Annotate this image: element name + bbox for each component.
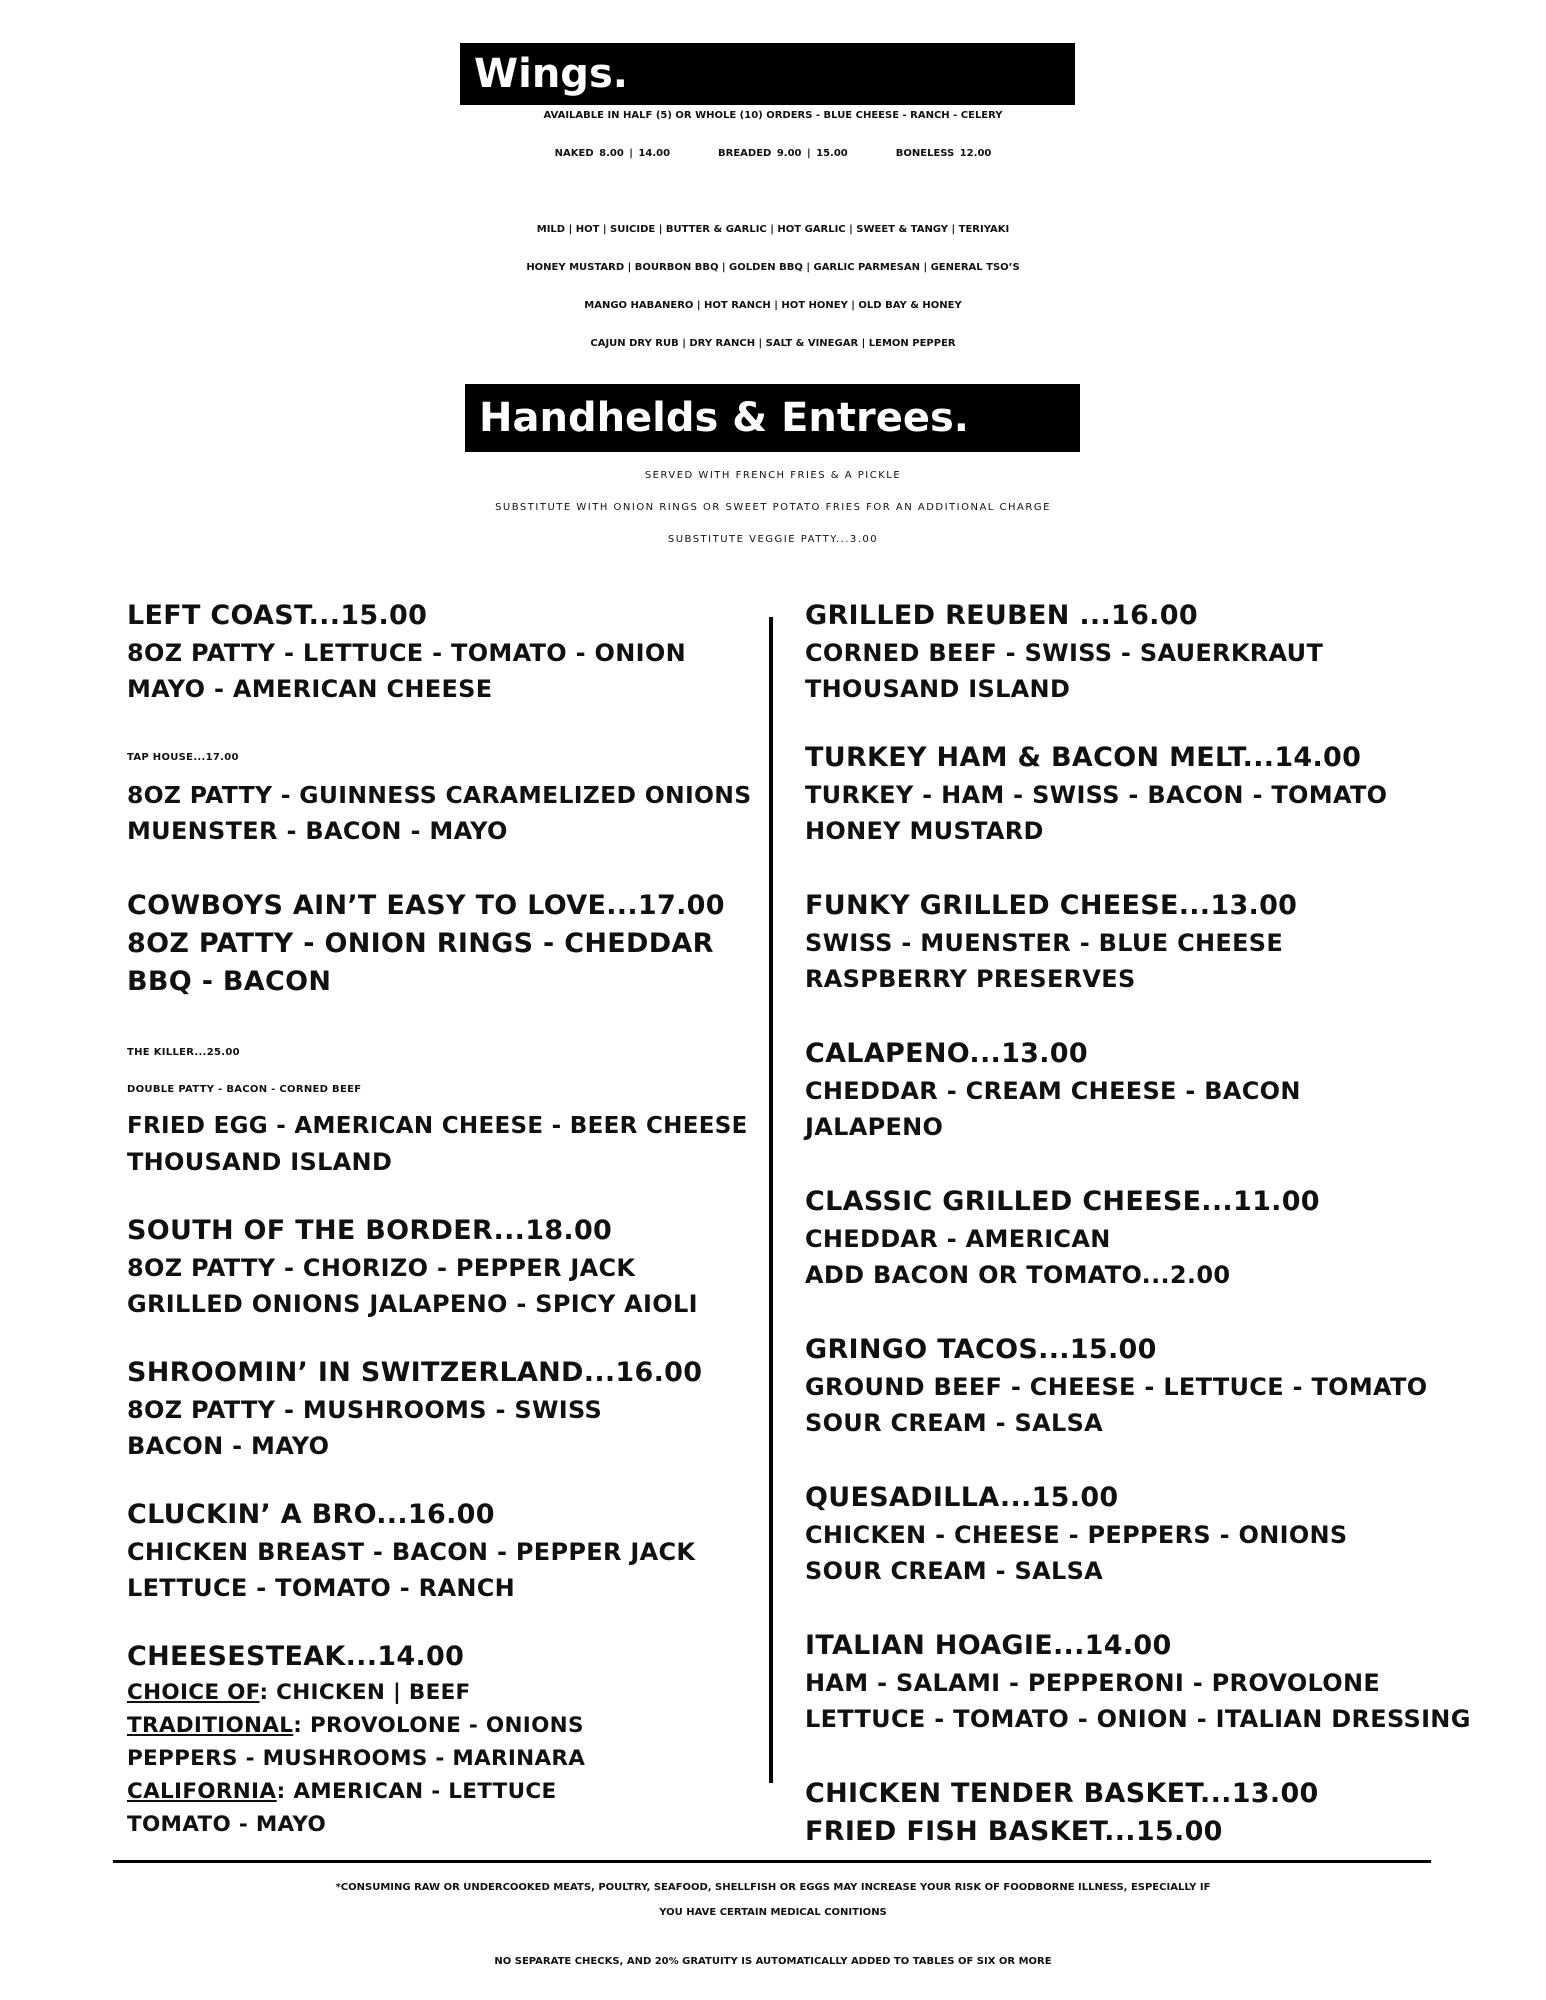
footer-policy: NO SEPARATE CHECKS, AND 20% GRATUITY IS AUTOMATICALLY ADDED TO TABLES OF SIX OR MORE — [494, 1956, 1052, 1967]
item-desc: PEPPERS - MUSHROOMS - MARINARA — [127, 1746, 586, 1771]
item-desc: RASPBERRY PRESERVES — [805, 965, 1136, 993]
menu-item — [805, 1035, 1301, 1145]
item-desc: JALAPENO — [805, 1113, 944, 1141]
wings-title-text: Wings. — [474, 51, 628, 97]
item-name: CLUCKIN’ A BRO...16.00 — [127, 1499, 495, 1530]
wings-price-naked: NAKED 8.00 | 14.00 — [554, 148, 671, 159]
wings-availability: AVAILABLE IN HALF (5) OR WHOLE (10) ORDERS - BLUE CHEESE - RANCH - CELERY — [543, 110, 1003, 121]
choice-text: : CHICKEN | BEEF — [259, 1680, 471, 1705]
column-divider — [769, 617, 773, 1783]
item-desc: CHEDDAR - AMERICAN — [805, 1225, 1111, 1253]
item-desc: CHEDDAR - CREAM CHEESE - BACON — [805, 1077, 1301, 1105]
item-desc: TOMATO - MAYO — [127, 1812, 327, 1837]
wings-flavor-line: HONEY MUSTARD | BOURBON BBQ | GOLDEN BBQ | GARLIC PARMESAN | GENERAL TSO’S — [526, 262, 1020, 273]
item-name: TAP HOUSE...17.00 — [127, 752, 239, 763]
california-label: CALIFORNIA — [127, 1779, 277, 1804]
menu-item — [127, 1496, 695, 1606]
menu-item — [805, 1627, 1471, 1737]
item-desc: 8OZ PATTY - LETTUCE - TOMATO - ONION — [127, 639, 686, 667]
item-desc — [127, 1709, 585, 1742]
item-desc: SOUR CREAM - SALSA — [805, 1557, 1104, 1585]
menu-item — [805, 739, 1387, 849]
choice-label: CHOICE OF — [127, 1680, 260, 1705]
item-name: SHROOMIN’ IN SWITZERLAND...16.00 — [127, 1357, 703, 1388]
item-desc: 8OZ PATTY - GUINNESS CARAMELIZED ONIONS — [127, 781, 752, 809]
wings-flavor-line: MILD | HOT | SUICIDE | BUTTER & GARLIC | HOT GARLIC | SWEET & TANGY | TERIYAKI — [536, 224, 1010, 235]
item-desc: 8OZ PATTY - CHORIZO - PEPPER JACK — [127, 1254, 636, 1282]
item-desc: HAM - SALAMI - PEPPERONI - PROVOLONE — [805, 1669, 1381, 1697]
item-name: CALAPENO...13.00 — [805, 1038, 1088, 1069]
menu-item — [805, 597, 1323, 707]
item-desc: BBQ - BACON — [127, 966, 332, 997]
wings-price-breaded: BREADED 9.00 | 15.00 — [718, 148, 848, 159]
item-desc: FRIED EGG - AMERICAN CHEESE - BEER CHEESE — [127, 1113, 748, 1139]
menu-item — [127, 739, 752, 849]
item-desc: ADD BACON OR TOMATO...2.00 — [805, 1261, 1231, 1289]
item-name: CLASSIC GRILLED CHEESE...11.00 — [805, 1186, 1320, 1217]
item-desc: SOUR CREAM - SALSA — [805, 1409, 1104, 1437]
footer-rule — [113, 1860, 1431, 1863]
item-desc: SWISS - MUENSTER - BLUE CHEESE — [805, 929, 1284, 957]
menu-item — [805, 1479, 1348, 1589]
item-name: GRILLED REUBEN ...16.00 — [805, 600, 1198, 631]
item-desc: HONEY MUSTARD — [805, 817, 1044, 845]
handhelds-note: SERVED WITH FRENCH FRIES & A PICKLE — [644, 470, 902, 481]
item-desc: 8OZ PATTY - ONION RINGS - CHEDDAR — [127, 928, 714, 959]
item-name: CHEESESTEAK...14.00 — [127, 1641, 465, 1672]
item-name: LEFT COAST...15.00 — [127, 600, 428, 631]
item-name: ITALIAN HOAGIE...14.00 — [805, 1630, 1172, 1661]
california-text: : AMERICAN - LETTUCE — [276, 1779, 557, 1804]
traditional-text: : PROVOLONE - ONIONS — [293, 1713, 584, 1738]
menu-item — [805, 1331, 1427, 1441]
item-desc: GRILLED ONIONS JALAPENO - SPICY AIOLI — [127, 1290, 698, 1318]
item-name: TURKEY HAM & BACON MELT...14.00 — [805, 742, 1362, 773]
item-name: QUESADILLA...15.00 — [805, 1482, 1119, 1513]
item-desc: DOUBLE PATTY - BACON - CORNED BEEF — [127, 1084, 362, 1095]
wings-section-title — [460, 43, 1075, 105]
menu-item — [127, 1212, 698, 1322]
item-desc: LETTUCE - TOMATO - RANCH — [127, 1574, 516, 1602]
item-desc — [127, 1775, 585, 1808]
menu-item — [127, 1034, 748, 1180]
item-desc: THOUSAND ISLAND — [127, 1148, 393, 1176]
item-desc: 8OZ PATTY - MUSHROOMS - SWISS — [127, 1396, 603, 1424]
handhelds-note: SUBSTITUTE WITH ONION RINGS OR SWEET POTATO FRIES FOR AN ADDITIONAL CHARGE — [495, 502, 1051, 513]
wings-flavor-line: MANGO HABANERO | HOT RANCH | HOT HONEY | OLD BAY & HONEY — [584, 300, 962, 311]
traditional-label: TRADITIONAL — [127, 1713, 294, 1738]
menu-item — [805, 887, 1297, 997]
menu-item — [127, 887, 725, 1001]
item-name: THE KILLER...25.00 — [127, 1047, 240, 1058]
item-name: GRINGO TACOS...15.00 — [805, 1334, 1157, 1365]
item-desc: MUENSTER - BACON - MAYO — [127, 817, 508, 845]
item-name: COWBOYS AIN’T EASY TO LOVE...17.00 — [127, 890, 725, 921]
item-desc: CHICKEN BREAST - BACON - PEPPER JACK — [127, 1538, 696, 1566]
item-name: FRIED FISH BASKET...15.00 — [805, 1816, 1223, 1847]
item-desc — [127, 1676, 585, 1709]
menu-item — [805, 1183, 1320, 1293]
footer-warning: *CONSUMING RAW OR UNDERCOOKED MEATS, POULTRY, SEAFOOD, SHELLFISH OR EGGS MAY INCREASE YOUR RISK OF FOODBORNE ILLNESS, ESPECIALLY IF — [335, 1882, 1211, 1893]
item-desc: THOUSAND ISLAND — [805, 675, 1071, 703]
item-desc: LETTUCE - TOMATO - ONION - ITALIAN DRESSING — [805, 1705, 1471, 1733]
item-desc: TURKEY - HAM - SWISS - BACON - TOMATO — [805, 781, 1388, 809]
menu-item — [127, 1354, 702, 1464]
handhelds-title-text: Handhelds & Entrees. — [479, 395, 969, 441]
item-name: SOUTH OF THE BORDER...18.00 — [127, 1215, 613, 1246]
wings-prices — [0, 148, 1546, 159]
item-desc: MAYO - AMERICAN CHEESE — [127, 675, 493, 703]
item-name: CHICKEN TENDER BASKET...13.00 — [805, 1778, 1319, 1809]
menu-item-cheesesteak — [127, 1638, 585, 1841]
item-desc: GROUND BEEF - CHEESE - LETTUCE - TOMATO — [805, 1373, 1428, 1401]
item-desc: CHICKEN - CHEESE - PEPPERS - ONIONS — [805, 1521, 1348, 1549]
menu-item — [127, 597, 686, 707]
wings-flavor-line: CAJUN DRY RUB | DRY RANCH | SALT & VINEGAR | LEMON PEPPER — [590, 338, 956, 349]
handhelds-note: SUBSTITUTE VEGGIE PATTY...3.00 — [667, 534, 879, 545]
footer-warning: YOU HAVE CERTAIN MEDICAL CONITIONS — [659, 1907, 887, 1918]
menu-item — [805, 1775, 1319, 1851]
wings-price-boneless: BONELESS 12.00 — [895, 148, 992, 159]
handhelds-section-title — [465, 384, 1080, 452]
item-name: FUNKY GRILLED CHEESE...13.00 — [805, 890, 1298, 921]
item-desc: CORNED BEEF - SWISS - SAUERKRAUT — [805, 639, 1324, 667]
item-desc: BACON - MAYO — [127, 1432, 330, 1460]
